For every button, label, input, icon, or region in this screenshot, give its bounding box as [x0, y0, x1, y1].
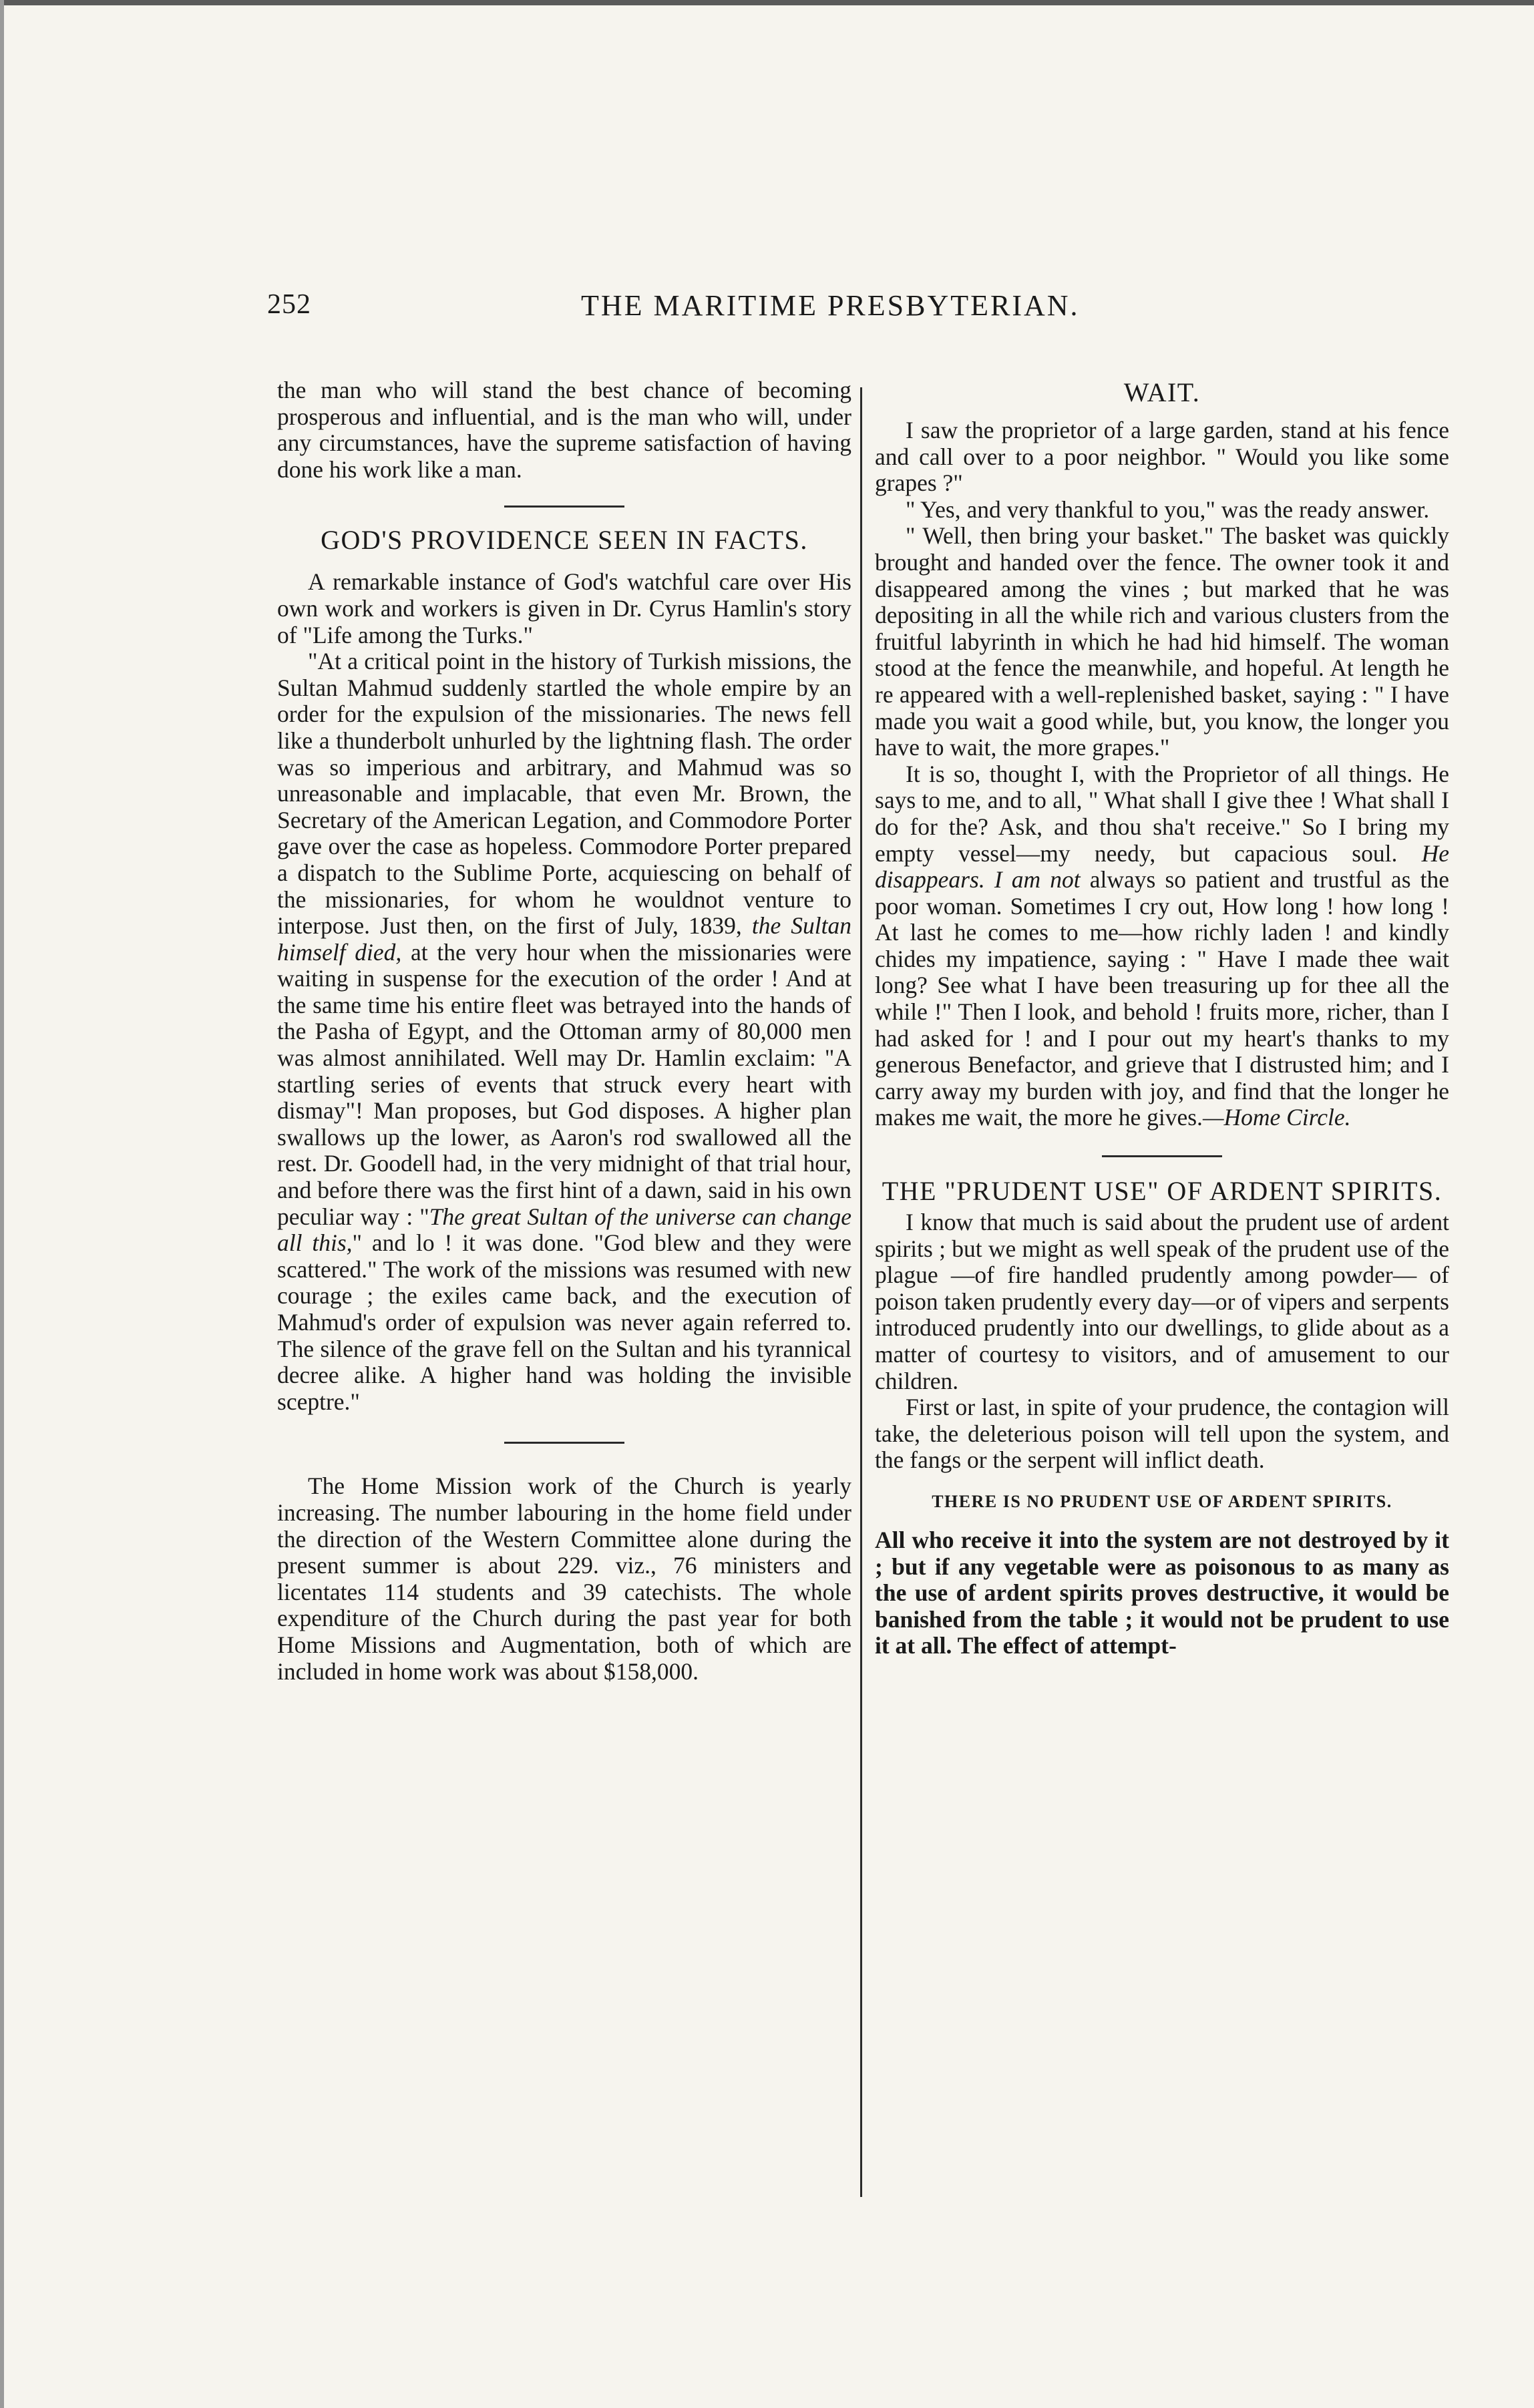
- providence-paragraph-2-middle: at the very hour when the missionaries were waiting in suspense for the execution of the order ! And at the same time his entire fleet was betrayed into the hands of the Pasha of Egypt, and the Ottoman army of 80,000 men was almost annihilated. Well may Dr. Hamlin exclaim: "A startling series of events that struck every heart with dismay"! Man proposes, but God disposes. A higher plan swallows up the lower, as Aaron's rod swallowed all the rest. Dr. Goodell had, in the very midnight of that trial hour, and before there was the first hint of a dawn, said in his own peculiar way : ": [277, 938, 851, 1230]
- ardent-spirits-paragraph-3: All who receive it into the system are not destroyed by it ; but if any vegetable were as poisonous to as many as the use of ardent spirits proves destructive, it would be banished from the table ; it would not be prudent to use it at all. The effect of attempt-: [875, 1526, 1449, 1659]
- intro-paragraph: the man who will stand the best chance of becoming prosperous and influential, and is the man who will, under any circumstances, have the supreme satisfaction of having done his work like a man.: [277, 377, 851, 483]
- scan-edge-top: [0, 0, 1534, 5]
- column-rule: [860, 387, 862, 2197]
- providence-paragraph-2-end: " and lo ! it was done. "God blew and they were scattered." The work of the missions was resumed with new courage ; the exiles came back, and the execution of Mahmud's order of expulsion was never again referred to. The silence of the grave fell on the Sultan and his tyrannical decree alike. A higher hand was holding the invisible sceptre.": [277, 1229, 851, 1415]
- wait-paragraph-2: " Yes, and very thankful to you," was the ready answer.: [906, 495, 1430, 523]
- providence-italic-1: the Sultan himself died,: [277, 912, 851, 966]
- wait-italic: He disappears. I am not: [875, 839, 1449, 893]
- left-column: [277, 377, 851, 1685]
- wait-signature: —Home Circle.: [1202, 1104, 1351, 1131]
- wait-paragraph-3: " Well, then bring your basket." The basket was quickly brought and handed over the fence. The owner took it and disappeared among the vines ; but marked that he was depositing in all the while rich and various clusters from the fruitful labyrinth in which he had hid himself. The woman stood at the fence the meanwhile, and hopeful. At length he re appeared with a well-replenished basket, saying : " I have made you wait a good while, but, you know, the longer you have to wait, the more grapes.": [875, 522, 1449, 761]
- wait-paragraph-4-start: It is so, thought I, with the Proprietor of all things. He says to me, and to all, " What shall I give thee ! What shall I do for the? Ask, and thou sha't receive." So I bring my empty vessel—my needy, but capacious soul.: [875, 760, 1449, 867]
- providence-heading: GOD'S PROVIDENCE SEEN IN FACTS.: [321, 525, 808, 556]
- providence-paragraph-1: A remarkable instance of God's watchful care over His own work and workers is given in Dr. Cyrus Hamlin's story of "Life among the Turks.": [277, 568, 851, 648]
- home-mission-paragraph: The Home Mission work of the Church is yearly increasing. The number labouring in the home field under the direction of the Western Committee alone during the present summer is about 229. viz., 76 ministers and licentates 114 students and 39 catechists. The whole expenditure of the Church during the past year for both Home Missions and Augmentation, both of which are included in home work was about $158,000.: [277, 1472, 851, 1685]
- ardent-spirits-paragraph-2: First or last, in spite of your prudence, the contagion will take, the deleterious poison will tell upon the system, and the fangs or the serpent will inflict death.: [875, 1394, 1449, 1474]
- page-number: 252: [267, 289, 311, 320]
- wait-paragraph-4: [875, 761, 1449, 1131]
- providence-italic-2: The great Sultan of the universe can change all this,: [277, 1203, 851, 1257]
- running-title: THE MARITIME PRESBYTERIAN.: [581, 289, 1080, 322]
- wait-paragraph-4-end: always so patient and trustful as the poor woman. Sometimes I cry out, How long ! how long ! At last he comes to me—how richly laden ! and kindly chides my impatience, saying : " Have I made thee wait long? See what I have been treasuring up for thee all the while !" Then I look, and behold ! fruits more, richer, than I had asked for ! and I pour out my heart's thanks to my generous Benefactor, and grieve that I distrusted him; and I carry away my burden with joy, and find that the longer he makes me wait, the more he gives.: [875, 866, 1449, 1131]
- ardent-spirits-heading: THE "PRUDENT USE" OF ARDENT SPIRITS.: [882, 1176, 1443, 1207]
- wait-paragraph-1: I saw the proprietor of a large garden, stand at his fence and call over to a poor neighbor. " Would you like some grapes ?": [875, 417, 1449, 497]
- providence-paragraph-2: [277, 648, 851, 1415]
- ardent-spirits-subheading: THERE IS NO PRUDENT USE OF ARDENT SPIRITS.: [932, 1491, 1392, 1511]
- ardent-spirits-paragraph-1: I know that much is said about the prudent use of ardent spirits ; but we might as well speak of the prudent use of the plague —of fire handled prudently among powder— of poison taken prudently every day—or of vipers and serpents introduced prudently into our dwellings, to glide about as a matter of courtesy to visitors, and of amusement to our children.: [875, 1209, 1449, 1394]
- page-header: [267, 288, 1443, 342]
- wait-heading: WAIT.: [1123, 377, 1201, 407]
- right-column: [875, 377, 1449, 1659]
- scan-edge-left: [0, 0, 4, 2408]
- providence-paragraph-2-start: "At a critical point in the history of Turkish missions, the Sultan Mahmud suddenly startled the whole empire by an order for the expulsion of the missionaries. The news fell like a thunderbolt unhurled by the lightning flash. The order was so imperious and arbitrary, and Mahmud was so unreasonable and implacable, that even Mr. Brown, the Secretary of the American Legation, and Commodore Porter gave over the case as hopeless. Commodore Porter prepared a dispatch to the Sublime Porte, acquiescing on behalf of the missionaries, for whom he wouldnot venture to interpose. Just then, on the first of July, 1839,: [277, 648, 851, 940]
